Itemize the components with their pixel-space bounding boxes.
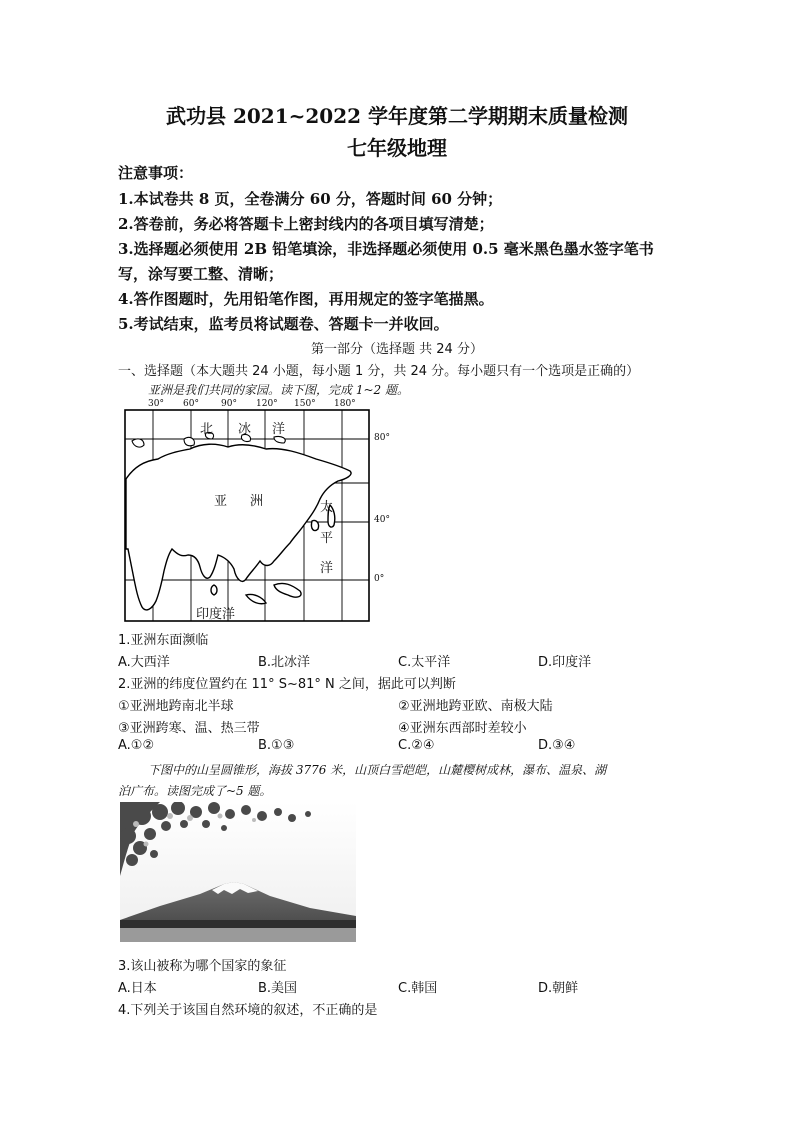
lon-label-150: 150° — [294, 399, 316, 409]
q2-option-c: C.②④ — [398, 738, 435, 753]
lon-label-90: 90° — [221, 399, 237, 409]
map-label-pacific-2: 平 — [320, 531, 334, 546]
intro-q1-2: 亚洲是我们共同的家园。读下图，完成 1~2 题。 — [148, 383, 409, 397]
lon-label-180: 180° — [334, 399, 356, 409]
q2-stem: 2.亚洲的纬度位置约在 11° S~81° N 之间，据此可以判断 — [118, 677, 456, 692]
lat-label-0: 0° — [374, 574, 385, 584]
notice-item-1: 1.本试卷共 8 页，全卷满分 60 分，答题时间 60 分钟； — [118, 190, 503, 208]
q1-option-b: B.北冰洋 — [258, 655, 311, 670]
notice-item-2: 2.答卷前，务必将答题卡上密封线内的各项目填写清楚； — [118, 215, 494, 233]
q4-stem: 4.下列关于该国自然环境的叙述，不正确的是 — [118, 1003, 378, 1018]
mount-fuji-image — [120, 802, 356, 942]
lat-label-40: 40° — [374, 515, 390, 525]
q3-option-a: A.日本 — [118, 981, 157, 996]
map-label-ice: 冰 — [238, 422, 252, 437]
q2-statement-4: ④亚洲东西部时差较小 — [398, 721, 527, 736]
q1-stem: 1.亚洲东面濒临 — [118, 633, 209, 648]
map-label-pacific-1: 太 — [320, 500, 334, 515]
q1-option-d: D.印度洋 — [538, 655, 592, 670]
exam-subject: 七年级地理 — [347, 136, 447, 160]
notice-item-5: 5.考试结束，监考员将试题卷、答题卡一并收回。 — [118, 315, 449, 333]
asia-map-graphic — [124, 409, 370, 622]
q2-option-b: B.①③ — [258, 738, 295, 753]
q3-option-b: B.美国 — [258, 981, 298, 996]
q3-option-c: C.韩国 — [398, 981, 438, 996]
exam-title: 武功县 2021~2022 学年度第二学期期末质量检测 — [165, 104, 628, 128]
section-heading: 一、选择题（本大题共 24 小题，每小题 1 分，共 24 分。每小题只有一个选项是正确的） — [118, 364, 640, 379]
map-label-asia-2: 洲 — [250, 494, 264, 509]
q2-option-d: D.③④ — [538, 738, 576, 753]
map-label-ocean: 洋 — [272, 422, 286, 437]
q1-option-a: A.大西洋 — [118, 655, 170, 670]
notice-item-3-cont: 写，涂写要工整、清晰； — [118, 265, 284, 283]
q2-statement-3: ③亚洲跨寒、温、热三带 — [118, 721, 260, 736]
intro-q3-5-line1: 下图中的山呈圆锥形，海拔 3776 米，山顶白雪皑皑，山麓樱树成林，瀑布、温泉、湖 — [148, 763, 607, 777]
map-label-pacific-3: 洋 — [320, 561, 334, 576]
map-label-asia-1: 亚 — [214, 494, 228, 509]
lon-label-120: 120° — [256, 399, 278, 409]
map-label-indian: 印度洋 — [196, 607, 236, 622]
map-label-north: 北 — [200, 422, 214, 437]
q3-stem: 3.该山被称为哪个国家的象征 — [118, 959, 287, 974]
notice-item-3: 3.选择题必须使用 2B 铅笔填涂，非选择题必须使用 0.5 毫米黑色墨水签字笔书 — [118, 240, 654, 258]
q3-option-d: D.朝鲜 — [538, 981, 579, 996]
intro-q3-5-line2: 泊广布。读图完成了~5 题。 — [118, 784, 272, 798]
lat-label-80: 80° — [374, 433, 390, 443]
q2-statement-2: ②亚洲地跨亚欧、南极大陆 — [398, 699, 553, 714]
notice-heading: 注意事项： — [118, 164, 194, 182]
mountain-photo — [120, 802, 356, 942]
part1-heading: 第一部分（选择题 共 24 分） — [311, 342, 483, 357]
lon-label-30: 30° — [148, 399, 164, 409]
lon-label-60: 60° — [183, 399, 199, 409]
q2-statement-1: ①亚洲地跨南北半球 — [118, 699, 234, 714]
q1-option-c: C.太平洋 — [398, 655, 451, 670]
q2-option-a: A.①② — [118, 738, 155, 753]
asia-map — [124, 409, 370, 622]
notice-item-4: 4.答作图题时，先用铅笔作图，再用规定的签字笔描黑。 — [118, 290, 494, 308]
